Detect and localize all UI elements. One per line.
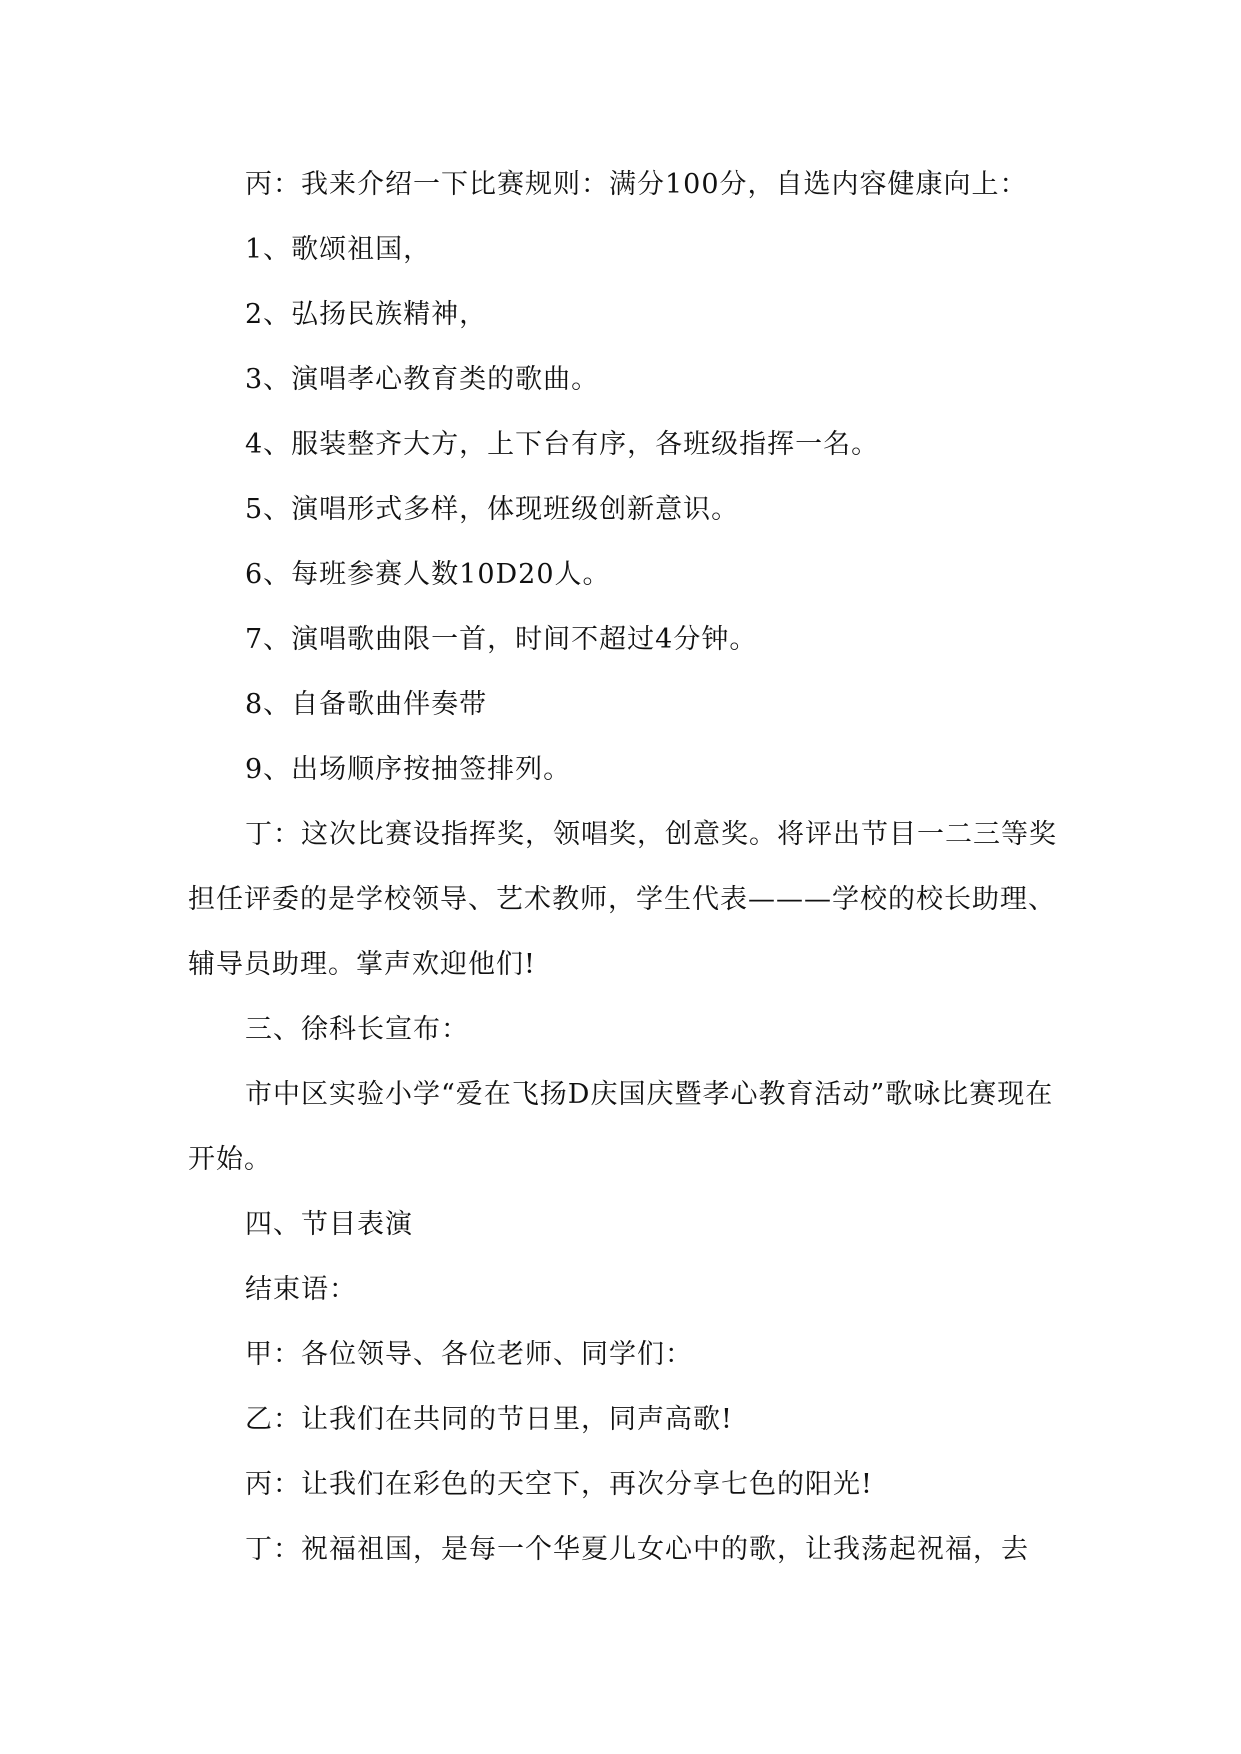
paragraph-rule-2: 2、弘扬民族精神， [245, 299, 488, 330]
paragraph-rule-6: 6、每班参赛人数10D20人。 [245, 559, 611, 590]
paragraph-rule-7: 7、演唱歌曲限一首，时间不超过4分钟。 [245, 624, 758, 655]
paragraph-announcement-text: 市中区实验小学“爱在飞扬D庆国庆暨孝心教育活动”歌咏比赛现在开始。 [188, 1079, 1054, 1175]
paragraph-rule-4: 4、服装整齐大方，上下台有序，各班级指挥一名。 [245, 429, 880, 460]
paragraph-rule-1: 1、歌颂祖国， [245, 234, 432, 265]
paragraph-rule-8: 8、自备歌曲伴奏带 [245, 689, 488, 720]
document-body [188, 152, 1058, 1582]
paragraph-awards-judges: 丁：这次比赛设指挥奖，领唱奖，创意奖。将评出节目一二三等奖担任评委的是学校领导、艺术教师，学生代表———学校的校长助理、辅导员助理。掌声欢迎他们! [188, 819, 1057, 980]
paragraph-closing-yi: 乙：让我们在共同的节日里，同声高歌! [245, 1404, 733, 1435]
paragraph-closing-heading: 结束语： [245, 1274, 357, 1305]
paragraph-rule-5: 5、演唱形式多样，体现班级创新意识。 [245, 494, 740, 525]
paragraph-rule-9: 9、出场顺序按抽签排列。 [245, 754, 572, 785]
paragraph-closing-jia: 甲：各位领导、各位老师、同学们： [245, 1339, 693, 1370]
paragraph-closing-bing: 丙：让我们在彩色的天空下，再次分享七色的阳光! [245, 1469, 873, 1500]
paragraph-rules-intro: 丙：我来介绍一下比赛规则：满分100分，自选内容健康向上： [245, 169, 1028, 200]
paragraph-section-announcement: 三、徐科长宣布： [245, 1014, 469, 1045]
paragraph-closing-ding: 丁：祝福祖国，是每一个华夏儿女心中的歌，让我荡起祝福，去 [245, 1534, 1029, 1565]
paragraph-rule-3: 3、演唱孝心教育类的歌曲。 [245, 364, 600, 395]
paragraph-section-performance: 四、节目表演 [245, 1209, 413, 1240]
